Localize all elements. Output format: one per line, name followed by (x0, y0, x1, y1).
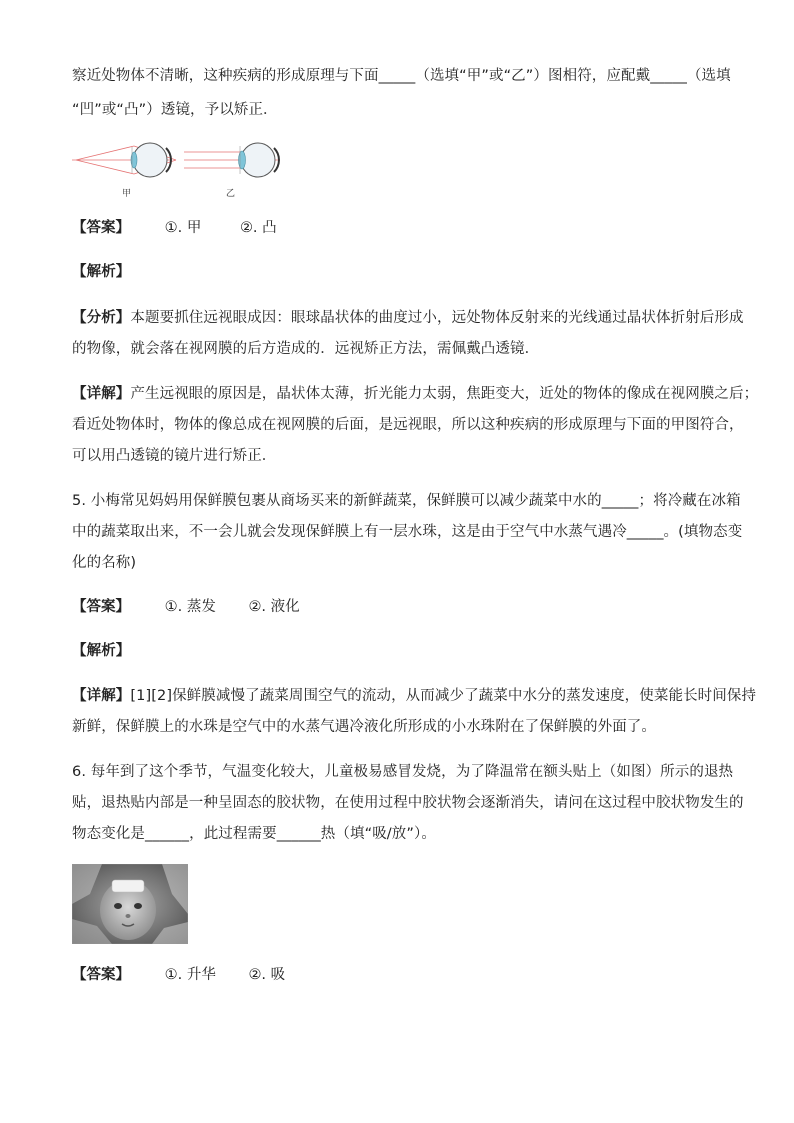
eye-diagram-label-b: 乙 (226, 189, 236, 199)
q6-text-line-2: 贴，退热贴内部是一种呈固态的胶状物，在使用过程中胶状物会逐渐消失，请问在这过程中胶状物发生的 (72, 795, 744, 811)
q5-xiangjie-text-1: [1][2]保鲜膜减慢了蔬菜周围空气的流动，从而减少了蔬菜中水分的蒸发速度，使菜能长时间保持 (130, 688, 757, 704)
eye-diagram-b (184, 143, 280, 177)
answer-label: 【答案】 (72, 599, 130, 615)
q4-xiangjie-text-1: 产生远视眼的原因是，晶状体太薄，折光能力太弱，焦距变大，近处的物体的像成在视网膜之后； (130, 386, 759, 402)
q6-answer-row (72, 965, 285, 985)
q4-xiangjie-line-1 (72, 384, 758, 404)
q4-fenxi-line-2: 的物像，就会落在视网膜的后方造成的．远视矫正方法，需佩戴凸透镜． (72, 341, 540, 357)
q5-text-line-1: 5. 小梅常见妈妈用保鲜膜包裹从商场买来的新鲜蔬菜，保鲜膜可以减少蔬菜中水的_____；将冷藏在冰箱 (72, 493, 741, 509)
q5-answer-1: ①. 蒸发 (164, 599, 216, 615)
q5-text-line-2: 中的蔬菜取出来，不一会儿就会发现保鲜膜上有一层水珠，这是由于空气中水蒸气遇冷_____。(填物态变 (72, 524, 743, 540)
eye-diagram (72, 136, 284, 202)
q4-answer-2: ②. 凸 (239, 220, 277, 236)
q5-text-line-3: 化的名称) (72, 555, 137, 571)
q4-xiangjie-line-3: 可以用凸透镜的镜片进行矫正． (72, 448, 277, 464)
answer-label: 【答案】 (72, 220, 130, 236)
q6-text-line-3: 物态变化是______，此过程需要______热（填“吸/放”）。 (72, 826, 436, 842)
q5-analysis-label: 【解析】 (72, 643, 131, 659)
eye-diagram-label-a: 甲 (122, 189, 132, 199)
xiangjie-tag: 【详解】 (72, 386, 131, 402)
eye-diagram-a (72, 143, 176, 177)
q5-xiangjie-line-1 (72, 686, 756, 706)
q4-analysis-label: 【解析】 (72, 264, 131, 280)
q6-answer-2: ②. 吸 (248, 967, 286, 983)
q4-xiangjie-line-2: 看近处物体时，物体的像总成在视网膜的后面，是远视眼，所以这种疾病的形成原理与下面的甲图符合， (72, 417, 744, 433)
xiangjie-tag: 【详解】 (72, 688, 131, 704)
q6-text-line-1: 6. 每年到了这个季节，气温变化较大，儿童极易感冒发烧，为了降温常在额头贴上（如图）所示的退热 (72, 764, 734, 780)
baby-cooling-patch-photo (72, 864, 188, 944)
q5-answer-2: ②. 液化 (248, 599, 300, 615)
q4-answer-row (72, 218, 277, 238)
q4-answer-1: ①. 甲 (164, 220, 202, 236)
q6-answer-1: ①. 升华 (164, 967, 216, 983)
q4-fenxi-text-1: 本题要抓住远视眼成因：眼球晶状体的曲度过小，远处物体反射来的光线通过晶状体折射后形成 (130, 310, 744, 326)
q4-text-line-2: “凹”或“凸”）透镜，予以矫正． (72, 102, 278, 118)
q5-answer-row (72, 597, 300, 617)
q4-fenxi-line-1 (72, 308, 744, 328)
answer-label: 【答案】 (72, 967, 130, 983)
q4-text-line-1: 察近处物体不清晰，这种疾病的形成原理与下面_____（选填“甲”或“乙”）图相符，应配戴_____（选填 (72, 68, 731, 84)
q5-xiangjie-line-2: 新鲜，保鲜膜上的水珠是空气中的水蒸气遇冷液化所形成的小水珠附在了保鲜膜的外面了。 (72, 719, 656, 735)
fenxi-tag: 【分析】 (72, 310, 131, 326)
